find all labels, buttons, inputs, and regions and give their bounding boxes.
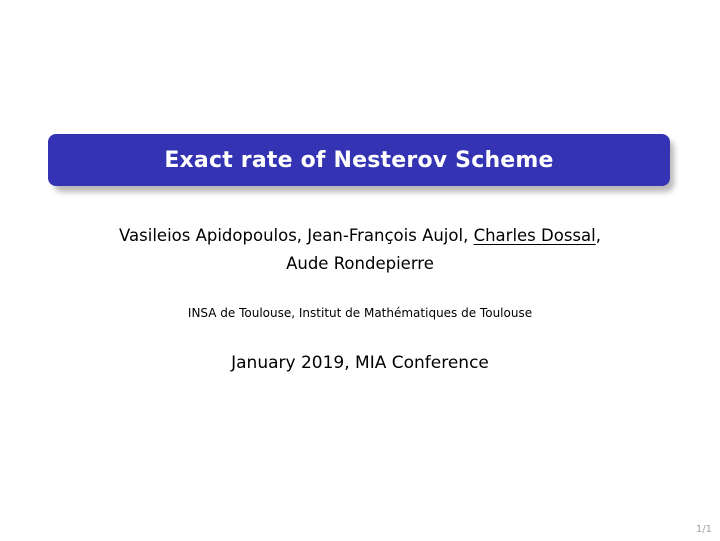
authors-line-1: [0, 222, 720, 250]
date-venue: January 2019, MIA Conference: [231, 353, 489, 373]
authors-line-1-punct: ,: [595, 226, 601, 245]
slide-title: Exact rate of Nesterov Scheme: [164, 147, 554, 173]
institute: INSA de Toulouse, Institut de Mathématiques de Toulouse: [187, 306, 533, 320]
authors-block: [0, 222, 720, 278]
authors-line-1-text: Vasileios Apidopoulos, Jean-François Aujol,: [119, 226, 474, 245]
title-box: [48, 134, 670, 186]
presenting-author: Charles Dossal: [473, 226, 596, 245]
authors-line-2: Aude Rondepierre: [286, 254, 434, 273]
page-number: 1/1: [695, 524, 712, 535]
